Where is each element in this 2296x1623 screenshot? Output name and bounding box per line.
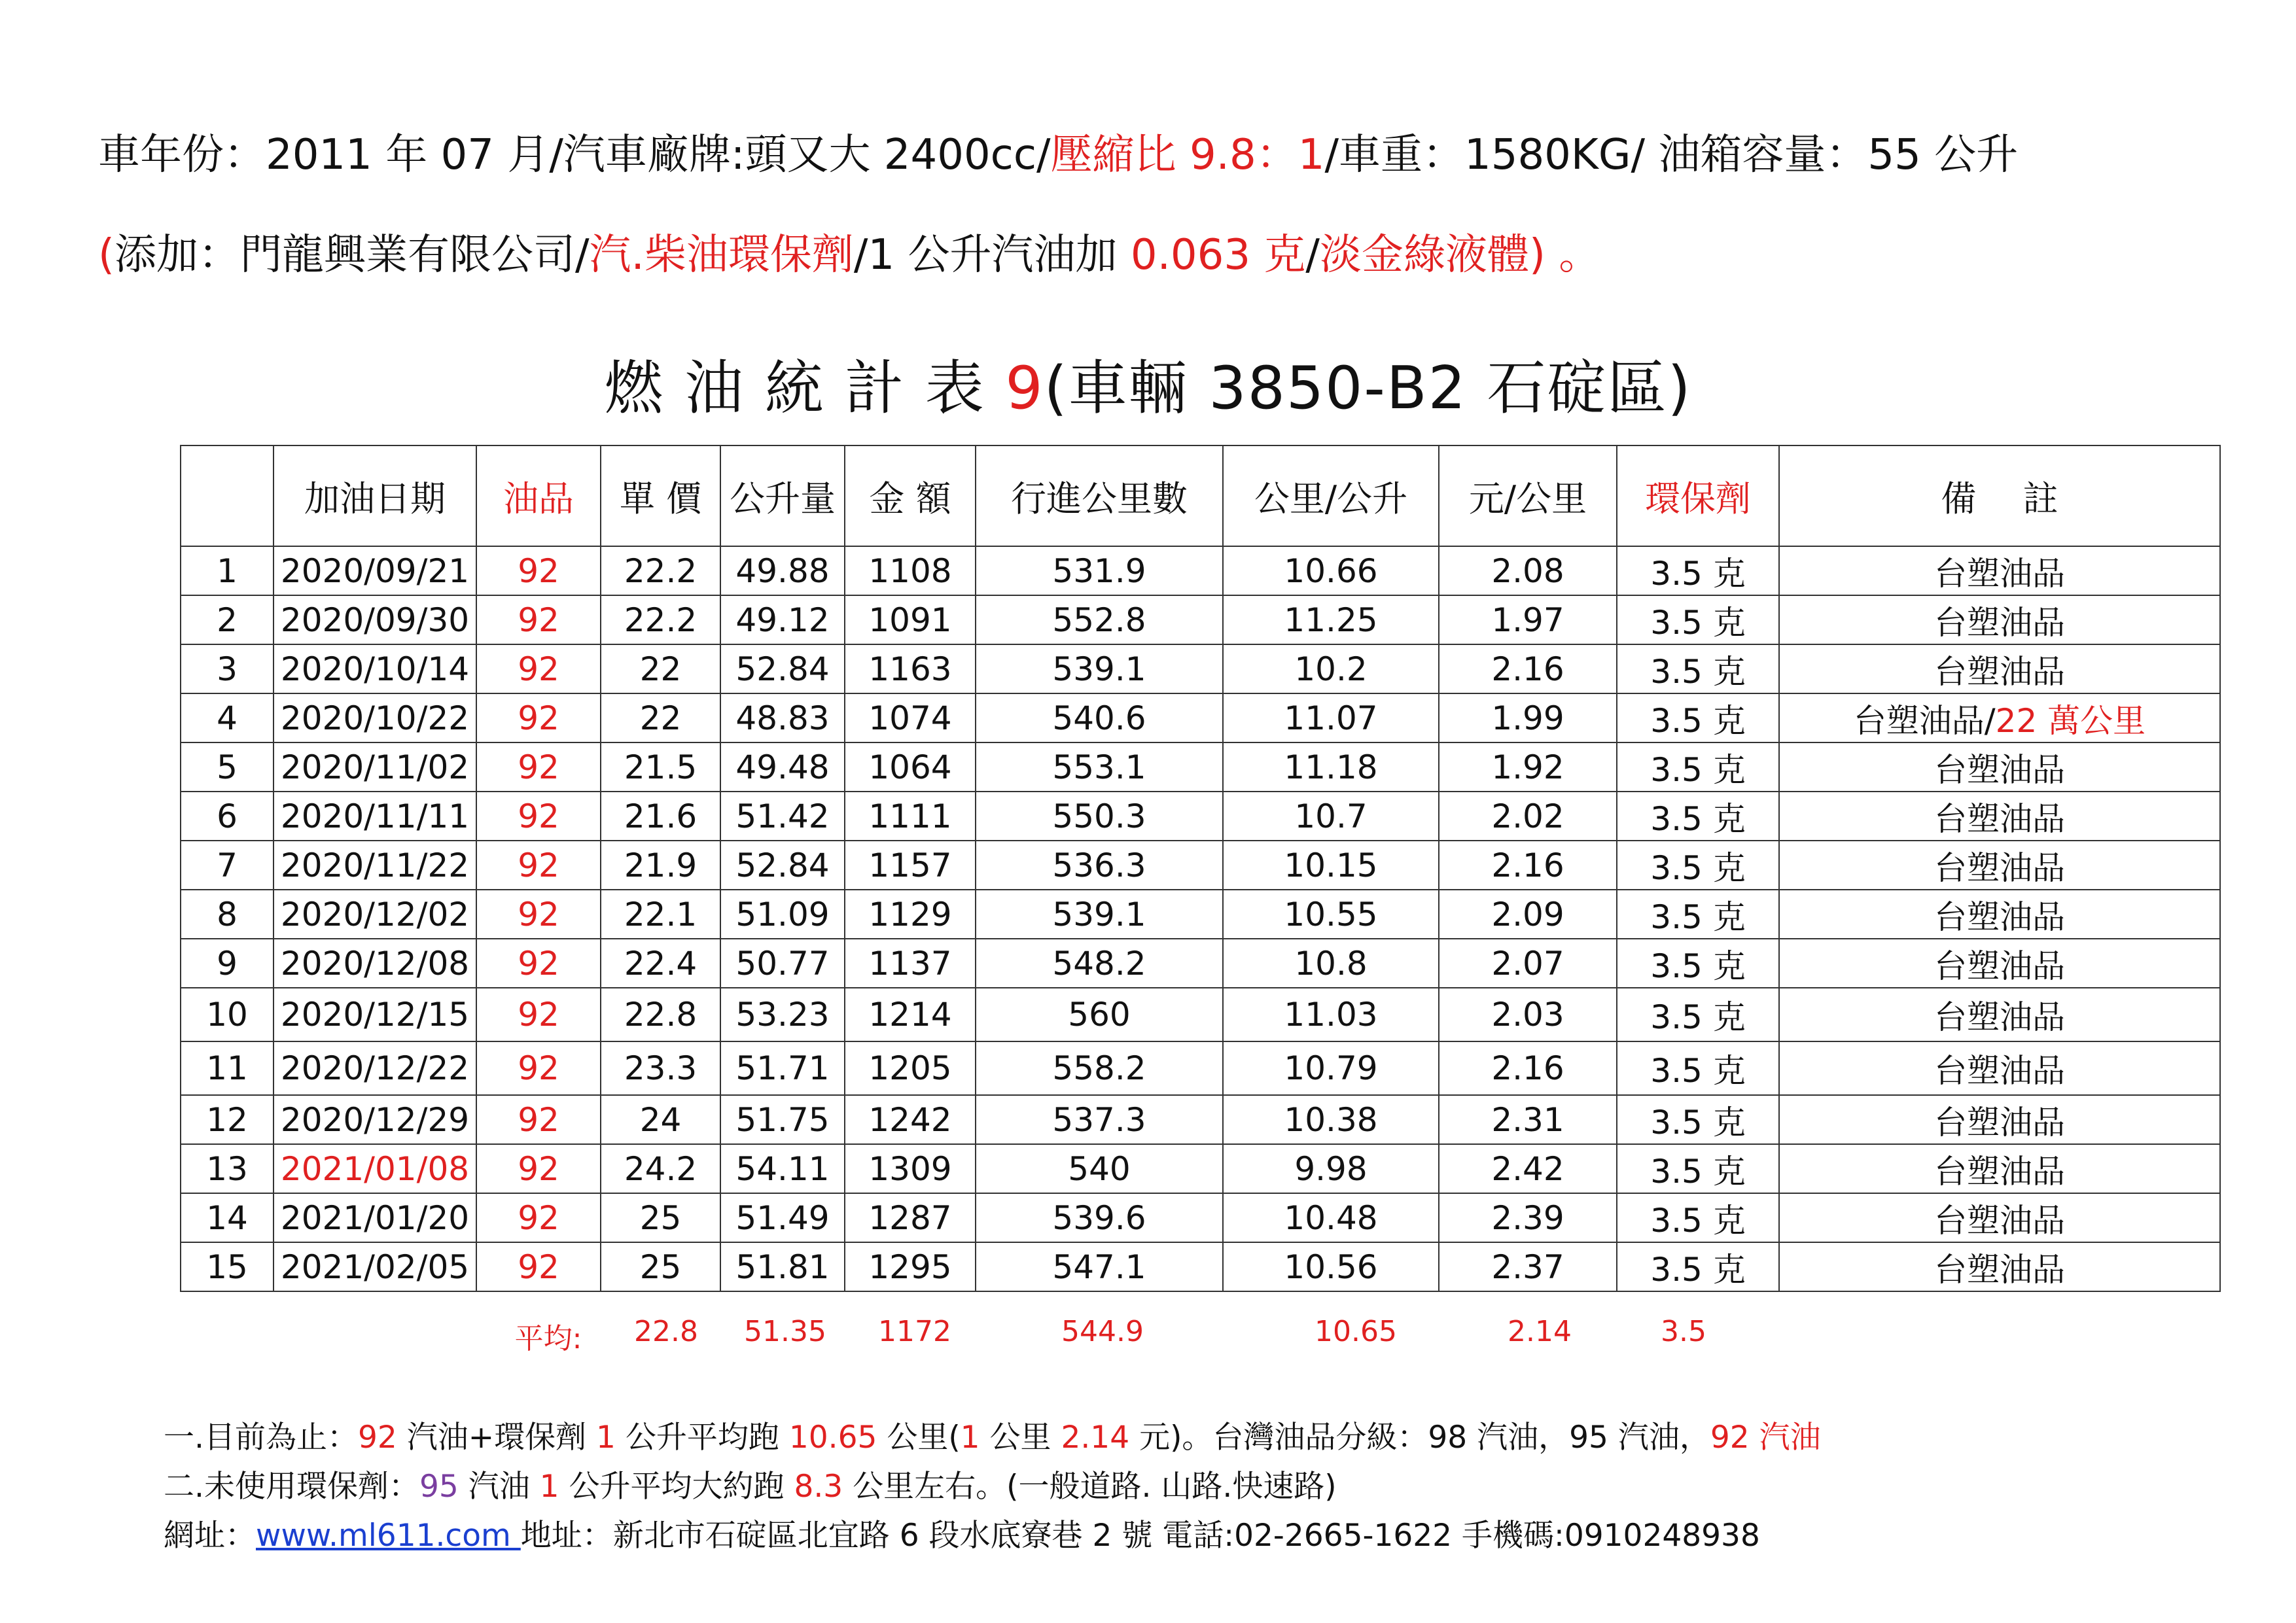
table-row: [181, 1193, 2220, 1242]
page-title: [0, 340, 2296, 425]
row-additive: 3.5 克: [1617, 841, 1779, 890]
row-price: 22.4: [601, 939, 720, 988]
table-row: [181, 1041, 2220, 1095]
row-note: [1779, 939, 2220, 988]
row-index: 9: [181, 939, 274, 988]
website-link[interactable]: www.ml611.com: [256, 1518, 521, 1554]
row-additive: 3.5 克: [1617, 792, 1779, 841]
row-liters: 52.84: [720, 841, 845, 890]
row-note: [1779, 1041, 2220, 1095]
row-amount: 1295: [845, 1242, 976, 1291]
row-note-text: 台塑油品: [1934, 848, 2065, 887]
average-yuan-per-km: 2.14: [1508, 1315, 1572, 1348]
row-amount: 1287: [845, 1193, 976, 1242]
row-note: [1779, 1193, 2220, 1242]
table-row: [181, 693, 2220, 742]
row-yuan-per-km: 2.42: [1439, 1144, 1617, 1193]
table-row: [181, 1242, 2220, 1291]
row-km-per-liter: 10.55: [1223, 890, 1439, 939]
row-liters: 51.42: [720, 792, 845, 841]
row-price: 22.1: [601, 890, 720, 939]
row-note-text: 台塑油品: [1934, 898, 2065, 936]
row-note-text: 台塑油品: [1934, 554, 2065, 593]
row-km-per-liter: 10.2: [1223, 644, 1439, 693]
row-additive: 3.5 克: [1617, 693, 1779, 742]
row-yuan-per-km: 2.39: [1439, 1193, 1617, 1242]
average-label: 平均:: [514, 1322, 582, 1355]
row-additive: 3.5 克: [1617, 1144, 1779, 1193]
vehicle-info-part: /車重：1580KG/ 油箱容量：55 公升: [1324, 131, 2019, 179]
row-km-per-liter: 10.8: [1223, 939, 1439, 988]
row-additive: 3.5 克: [1617, 1193, 1779, 1242]
address-phone: 地址：新北市石碇區北宜路 6 段水底寮巷 2 號 電話:02-2665-1622 手機碼:0910248938: [520, 1518, 1760, 1554]
row-amount: 1129: [845, 890, 976, 939]
table-row: [181, 742, 2220, 792]
note-text: 一.目前為止：: [164, 1420, 358, 1456]
table-row: [181, 644, 2220, 693]
row-price: 22.2: [601, 546, 720, 595]
row-note: [1779, 1144, 2220, 1193]
row-date: 2020/12/22: [274, 1041, 476, 1095]
average-km: 544.9: [1061, 1315, 1144, 1348]
row-date: 2021/01/08: [274, 1144, 476, 1193]
note-value: 2.14: [1061, 1420, 1130, 1456]
row-price: 21.5: [601, 742, 720, 792]
row-liters: 51.75: [720, 1095, 845, 1144]
row-price: 23.3: [601, 1041, 720, 1095]
row-amount: 1157: [845, 841, 976, 890]
average-amount: 1172: [878, 1315, 951, 1348]
period: 。: [1545, 231, 1601, 279]
row-note-text: 台塑油品: [1934, 947, 2065, 985]
row-km: 539.6: [976, 1193, 1223, 1242]
row-index: 1: [181, 546, 274, 595]
row-amount: 1074: [845, 693, 976, 742]
row-amount: 1111: [845, 792, 976, 841]
col-header-fuel: 油品: [476, 445, 601, 546]
row-note: [1779, 1095, 2220, 1144]
row-km-per-liter: 10.15: [1223, 841, 1439, 890]
row-additive: 3.5 克: [1617, 546, 1779, 595]
row-amount: 1137: [845, 939, 976, 988]
row-note: [1779, 988, 2220, 1041]
row-additive: 3.5 克: [1617, 644, 1779, 693]
row-yuan-per-km: 2.16: [1439, 644, 1617, 693]
row-yuan-per-km: 2.16: [1439, 841, 1617, 890]
row-note-text: 台塑油品: [1934, 1052, 2065, 1090]
row-amount: 1091: [845, 595, 976, 644]
row-index: 4: [181, 693, 274, 742]
row-km: 552.8: [976, 595, 1223, 644]
row-km: 540.6: [976, 693, 1223, 742]
row-liters: 53.23: [720, 988, 845, 1041]
additive-dose-label: /1 公升汽油加: [853, 231, 1131, 279]
row-additive: 3.5 克: [1617, 1242, 1779, 1291]
average-km-per-liter: 10.65: [1315, 1315, 1397, 1348]
row-yuan-per-km: 2.37: [1439, 1242, 1617, 1291]
fuel-statistics-table: [180, 445, 2221, 1292]
row-fuel: 92: [476, 1242, 601, 1291]
row-date: 2020/10/14: [274, 644, 476, 693]
note-value: 8.3: [794, 1469, 843, 1505]
additive-product: 汽.柴油環保劑: [589, 231, 854, 279]
table-row: [181, 939, 2220, 988]
row-note: [1779, 792, 2220, 841]
row-note: [1779, 1242, 2220, 1291]
row-additive: 3.5 克: [1617, 1095, 1779, 1144]
row-date: 2021/02/05: [274, 1242, 476, 1291]
note-text: 公里左右。(一般道路. 山路.快速路): [843, 1469, 1337, 1505]
note-value: 92 汽油: [1710, 1420, 1821, 1456]
additive-company: 添加：門龍興業有限公司/: [114, 231, 590, 279]
paren-close: ): [1528, 231, 1545, 279]
row-amount: 1205: [845, 1041, 976, 1095]
row-km-per-liter: 11.18: [1223, 742, 1439, 792]
row-yuan-per-km: 2.16: [1439, 1041, 1617, 1095]
row-note-text: 台塑油品: [1934, 998, 2065, 1036]
row-km: 537.3: [976, 1095, 1223, 1144]
average-liters: 51.35: [744, 1315, 826, 1348]
row-index: 8: [181, 890, 274, 939]
row-note-text: 台塑油品: [1934, 1152, 2065, 1191]
row-km: 558.2: [976, 1041, 1223, 1095]
row-km: 550.3: [976, 792, 1223, 841]
row-yuan-per-km: 2.02: [1439, 792, 1617, 841]
contact-info: [164, 1511, 1760, 1555]
compression-ratio: 壓縮比 9.8：1: [1050, 131, 1325, 179]
row-km-per-liter: 10.48: [1223, 1193, 1439, 1242]
note-text: 元)。台灣油品分級：98 汽油，95 汽油，: [1129, 1420, 1710, 1456]
note-text: 汽油: [458, 1469, 540, 1505]
row-note-text: 台塑油品: [1934, 799, 2065, 838]
row-fuel: 92: [476, 988, 601, 1041]
row-note-mileage: 22 萬公里: [1995, 701, 2146, 740]
title-main: 燃 油 統 計 表: [604, 354, 1006, 423]
row-fuel: 92: [476, 1193, 601, 1242]
row-liters: 49.12: [720, 595, 845, 644]
additive-dose-value: 0.063 克: [1130, 231, 1306, 279]
row-liters: 49.88: [720, 546, 845, 595]
title-number: 9: [1005, 354, 1044, 423]
row-note: [1779, 890, 2220, 939]
summary-note-2: [164, 1462, 1337, 1506]
row-amount: 1214: [845, 988, 976, 1041]
row-km-per-liter: 10.56: [1223, 1242, 1439, 1291]
row-date: 2020/11/22: [274, 841, 476, 890]
row-date: 2020/11/11: [274, 792, 476, 841]
row-km: 531.9: [976, 546, 1223, 595]
row-yuan-per-km: 2.03: [1439, 988, 1617, 1041]
note-text: 公里: [980, 1420, 1061, 1456]
row-fuel: 92: [476, 644, 601, 693]
row-fuel: 92: [476, 890, 601, 939]
row-liters: 51.71: [720, 1041, 845, 1095]
col-header-km: 行進公里數: [976, 445, 1223, 546]
row-note-text: 台塑油品: [1934, 1250, 2065, 1289]
note-value: 1: [960, 1420, 980, 1456]
row-additive: 3.5 克: [1617, 1041, 1779, 1095]
table-row: [181, 1144, 2220, 1193]
note-text: 汽油+環保劑: [397, 1420, 597, 1456]
row-date: 2020/12/02: [274, 890, 476, 939]
separator: /: [1305, 231, 1320, 279]
row-additive: 3.5 克: [1617, 742, 1779, 792]
row-price: 24.2: [601, 1144, 720, 1193]
row-yuan-per-km: 1.92: [1439, 742, 1617, 792]
row-date: 2020/09/21: [274, 546, 476, 595]
row-km-per-liter: 10.38: [1223, 1095, 1439, 1144]
row-liters: 52.84: [720, 644, 845, 693]
row-note: [1779, 595, 2220, 644]
row-date: 2020/12/15: [274, 988, 476, 1041]
row-fuel: 92: [476, 1041, 601, 1095]
row-km: 536.3: [976, 841, 1223, 890]
summary-note-1: [164, 1413, 1821, 1457]
row-note: [1779, 693, 2220, 742]
row-km: 540: [976, 1144, 1223, 1193]
col-header-date: 加油日期: [274, 445, 476, 546]
row-additive: 3.5 克: [1617, 890, 1779, 939]
row-note-text: 台塑油品/: [1853, 701, 1996, 740]
table-row: [181, 988, 2220, 1041]
additive-info-line: [98, 221, 1600, 281]
row-amount: 1108: [845, 546, 976, 595]
row-liters: 51.49: [720, 1193, 845, 1242]
row-km-per-liter: 10.79: [1223, 1041, 1439, 1095]
row-km: 539.1: [976, 644, 1223, 693]
col-header-km-per-liter: 公里/公升: [1223, 445, 1439, 546]
note-value: 1: [539, 1469, 559, 1505]
row-date: 2020/11/02: [274, 742, 476, 792]
row-liters: 49.48: [720, 742, 845, 792]
row-km: 553.1: [976, 742, 1223, 792]
row-additive: 3.5 克: [1617, 595, 1779, 644]
row-liters: 51.09: [720, 890, 845, 939]
row-fuel: 92: [476, 595, 601, 644]
table-row: [181, 792, 2220, 841]
row-note-text: 台塑油品: [1934, 1103, 2065, 1142]
row-price: 22.2: [601, 595, 720, 644]
row-additive: 3.5 克: [1617, 988, 1779, 1041]
row-yuan-per-km: 2.08: [1439, 546, 1617, 595]
row-index: 5: [181, 742, 274, 792]
row-liters: 51.81: [720, 1242, 845, 1291]
row-note: [1779, 742, 2220, 792]
paren-open: (: [98, 231, 115, 279]
row-yuan-per-km: 1.99: [1439, 693, 1617, 742]
row-km-per-liter: 11.07: [1223, 693, 1439, 742]
row-date: 2020/09/30: [274, 595, 476, 644]
row-fuel: 92: [476, 742, 601, 792]
note-text: 二.未使用環保劑：: [164, 1469, 419, 1505]
row-index: 3: [181, 644, 274, 693]
row-yuan-per-km: 2.09: [1439, 890, 1617, 939]
row-fuel: 92: [476, 546, 601, 595]
row-additive: 3.5 克: [1617, 939, 1779, 988]
row-date: 2020/12/08: [274, 939, 476, 988]
row-index: 7: [181, 841, 274, 890]
row-note: [1779, 644, 2220, 693]
row-note-text: 台塑油品: [1934, 1201, 2065, 1240]
row-yuan-per-km: 1.97: [1439, 595, 1617, 644]
col-header-yuan-per-km: 元/公里: [1439, 445, 1617, 546]
table-row: [181, 1095, 2220, 1144]
row-fuel: 92: [476, 939, 601, 988]
row-index: 14: [181, 1193, 274, 1242]
col-header-price: 單 價: [601, 445, 720, 546]
row-note: [1779, 546, 2220, 595]
note-value: 1: [596, 1420, 616, 1456]
table-row: [181, 890, 2220, 939]
row-index: 12: [181, 1095, 274, 1144]
row-fuel: 92: [476, 1095, 601, 1144]
row-index: 13: [181, 1144, 274, 1193]
note-text: 公升平均跑: [615, 1420, 789, 1456]
vehicle-info-line: [98, 121, 2018, 181]
row-yuan-per-km: 2.31: [1439, 1095, 1617, 1144]
row-index: 6: [181, 792, 274, 841]
row-price: 22: [601, 644, 720, 693]
note-text: 公升平均大約跑: [559, 1469, 794, 1505]
row-date: 2021/01/20: [274, 1193, 476, 1242]
row-yuan-per-km: 2.07: [1439, 939, 1617, 988]
row-km: 547.1: [976, 1242, 1223, 1291]
row-date: 2020/10/22: [274, 693, 476, 742]
average-price: 22.8: [634, 1315, 698, 1348]
row-index: 10: [181, 988, 274, 1041]
row-amount: 1064: [845, 742, 976, 792]
row-index: 2: [181, 595, 274, 644]
row-fuel: 92: [476, 841, 601, 890]
row-liters: 54.11: [720, 1144, 845, 1193]
row-price: 21.9: [601, 841, 720, 890]
table-row: [181, 595, 2220, 644]
row-amount: 1242: [845, 1095, 976, 1144]
row-km-per-liter: 11.25: [1223, 595, 1439, 644]
row-amount: 1309: [845, 1144, 976, 1193]
note-value: 10.65: [788, 1420, 877, 1456]
col-header-additive: 環保劑: [1617, 445, 1779, 546]
row-fuel: 92: [476, 792, 601, 841]
row-km-per-liter: 9.98: [1223, 1144, 1439, 1193]
row-km-per-liter: 10.66: [1223, 546, 1439, 595]
row-price: 24: [601, 1095, 720, 1144]
row-liters: 50.77: [720, 939, 845, 988]
row-km-per-liter: 11.03: [1223, 988, 1439, 1041]
row-km: 539.1: [976, 890, 1223, 939]
note-text: 公里(: [877, 1420, 961, 1456]
website-label: 網址：: [164, 1518, 256, 1554]
row-km: 560: [976, 988, 1223, 1041]
col-header-index: [181, 445, 274, 546]
col-header-amount: 金 額: [845, 445, 976, 546]
row-price: 22.8: [601, 988, 720, 1041]
row-amount: 1163: [845, 644, 976, 693]
row-price: 22: [601, 693, 720, 742]
row-price: 25: [601, 1193, 720, 1242]
table-row: [181, 841, 2220, 890]
row-price: 25: [601, 1242, 720, 1291]
row-price: 21.6: [601, 792, 720, 841]
col-header-notes: 備 註: [1779, 445, 2220, 546]
vehicle-info-part: 車年份：2011 年 07 月/汽車廠牌:頭又大 2400cc/: [98, 131, 1051, 179]
row-note-text: 台塑油品: [1934, 750, 2065, 789]
additive-appearance: 淡金綠液體: [1319, 231, 1529, 279]
row-note: [1779, 841, 2220, 890]
row-index: 15: [181, 1242, 274, 1291]
row-note-text: 台塑油品: [1934, 652, 2065, 691]
average-additive: 3.5: [1661, 1315, 1706, 1348]
table-row: [181, 546, 2220, 595]
row-km-per-liter: 10.7: [1223, 792, 1439, 841]
title-vehicle: (車輛 3850-B2 石碇區): [1044, 354, 1692, 423]
table-header-row: [181, 445, 2220, 546]
row-liters: 48.83: [720, 693, 845, 742]
row-index: 11: [181, 1041, 274, 1095]
row-fuel: 92: [476, 693, 601, 742]
row-date: 2020/12/29: [274, 1095, 476, 1144]
row-fuel: 92: [476, 1144, 601, 1193]
note-value: 95: [419, 1469, 459, 1505]
col-header-liters: 公升量: [720, 445, 845, 546]
row-km: 548.2: [976, 939, 1223, 988]
note-value: 92: [357, 1420, 397, 1456]
row-note-text: 台塑油品: [1934, 603, 2065, 642]
